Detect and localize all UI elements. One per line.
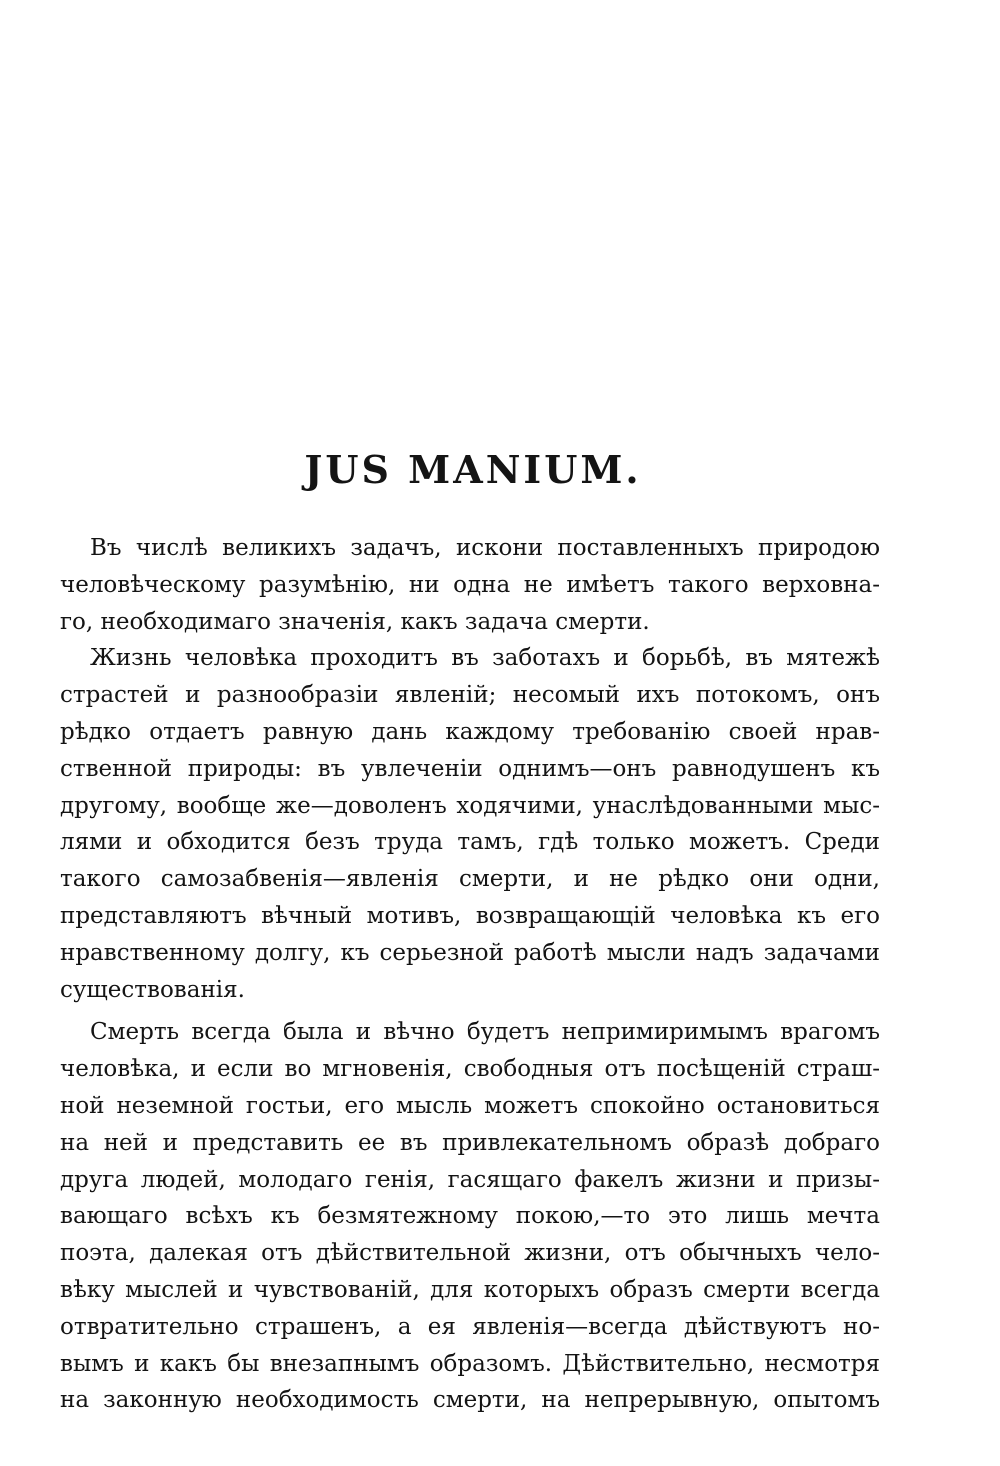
text-line: лями и обходится безъ труда тамъ, гдѣ только можетъ. Среди [60,829,880,856]
text-line: рѣдко отдаетъ равную дань каждому требованію своей нрав- [60,718,880,745]
body-text [60,530,880,1419]
text-line: на законную необходимость смерти, на непрерывную, опытомъ [60,1387,880,1414]
text-line: ственной природы: въ увлеченіи однимъ—онъ равнодушенъ къ [60,755,880,782]
text-line: нравственному долгу, къ серьезной работѣ мысли надъ задачами [60,939,880,966]
text-line: вающаго всѣхъ къ безмятежному покою,—то это лишь мечта [60,1203,880,1230]
text-line: человѣческому разумѣнію, ни одна не имѣетъ такого верховна- [60,571,880,598]
text-line: существованія. [60,976,245,1003]
text-line: отвратительно страшенъ, а ея явленія—всегда дѣйствуютъ но- [60,1313,880,1340]
text-line: друга людей, молодаго генія, гасящаго факелъ жизни и призы- [60,1166,880,1193]
text-line: Смерть всегда была и вѣчно будетъ непримиримымъ врагомъ [90,1019,880,1046]
text-line: Жизнь человѣка проходитъ въ заботахъ и борьбѣ, въ мятежѣ [90,645,880,672]
text-line: вѣку мыслей и чувствованій, для которыхъ образъ смерти всегда [60,1276,880,1303]
text-line: человѣка, и если во мгновенія, свободныя отъ посѣщеній страш- [60,1056,880,1083]
paragraph [60,530,880,640]
chapter-title: JUS MANIUM. [304,447,642,492]
text-line: другому, вообще же—доволенъ ходячими, унаслѣдованными мыс- [60,792,880,819]
text-line: вымъ и какъ бы внезапнымъ образомъ. Дѣйствительно, несмотря [60,1350,880,1377]
text-line: Въ числѣ великихъ задачъ, искони поставленныхъ природою [90,535,880,561]
text-line: страстей и разнообразіи явленій; несомый ихъ потокомъ, онъ [60,682,880,709]
paragraph [60,1014,880,1419]
text-line: ной неземной гостьи, его мысль можетъ спокойно остановиться [60,1092,880,1119]
paragraph [60,640,880,1008]
text-line: поэта, далекая отъ дѣйствительной жизни, отъ обычныхъ чело- [60,1240,880,1267]
text-line: на ней и представить ее въ привлекательномъ образѣ добраго [60,1129,880,1156]
text-line: го, необходимаго значенія, какъ задача смерти. [60,608,650,635]
text-line: представляютъ вѣчный мотивъ, возвращающій человѣка къ его [60,902,880,929]
text-line: такого самозабвенія—явленія смерти, и не рѣдко они одни, [60,866,880,893]
